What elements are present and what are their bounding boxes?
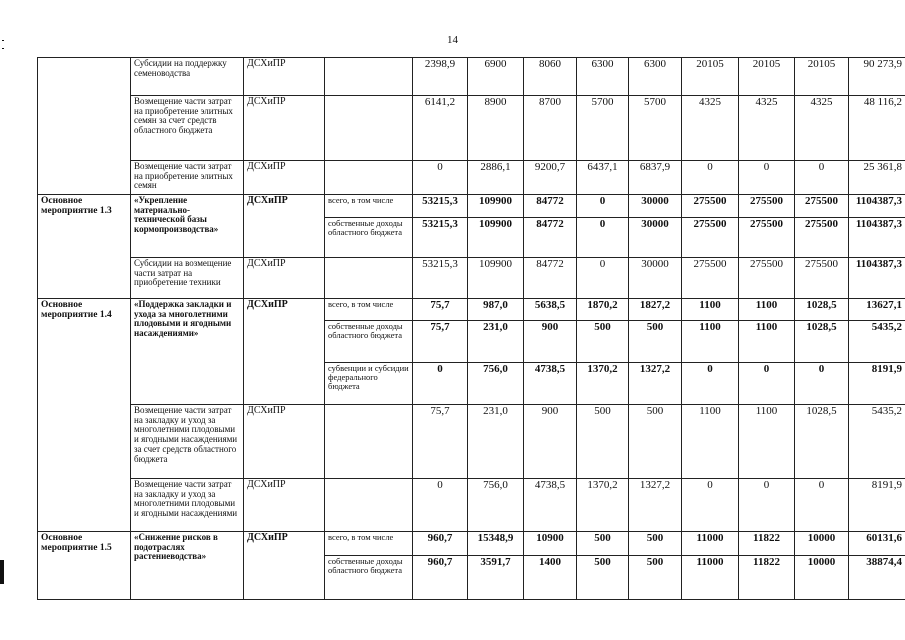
funding-source: собственные доходы областного бюджета [325,321,413,363]
value-cell: 756,0 [468,479,524,532]
total-cell: 25 361,8 [849,161,905,195]
value-cell: 1028,5 [795,321,849,363]
value-cell: 1100 [682,299,739,321]
total-cell: 5435,2 [849,321,905,363]
value-cell: 20105 [739,58,795,96]
value-cell: 84772 [524,258,577,299]
value-cell: 1100 [682,405,739,479]
value-cell: 500 [577,321,629,363]
value-cell: 4738,5 [524,479,577,532]
value-cell: 1370,2 [577,363,629,405]
value-cell: 0 [413,363,468,405]
value-cell: 275500 [682,218,739,258]
funding-source: субвенции и субсидии федерального бюджета [325,363,413,405]
total-cell: 1104387,3 [849,195,905,218]
value-cell: 500 [629,532,682,556]
total-cell: 90 273,9 [849,58,905,96]
value-cell: 0 [577,195,629,218]
value-cell: 109900 [468,218,524,258]
value-cell: 75,7 [413,321,468,363]
value-cell: 1827,2 [629,299,682,321]
value-cell: 1028,5 [795,405,849,479]
value-cell: 275500 [795,195,849,218]
value-cell: 900 [524,321,577,363]
value-cell: 1028,5 [795,299,849,321]
value-cell: 0 [413,161,468,195]
value-cell: 109900 [468,258,524,299]
activity-name: Субсидии на поддержку семеноводства [131,58,244,96]
value-cell: 0 [795,479,849,532]
table-row [38,161,905,195]
total-cell: 8191,9 [849,479,905,532]
executor-cell: ДСХиПР [244,258,325,299]
value-cell: 0 [739,363,795,405]
funding-source [325,96,413,161]
value-cell: 1100 [739,299,795,321]
value-cell: 960,7 [413,532,468,556]
value-cell: 5638,5 [524,299,577,321]
value-cell: 900 [524,405,577,479]
binding-mark [0,560,4,584]
value-cell: 1870,2 [577,299,629,321]
value-cell: 1100 [739,405,795,479]
executor-cell: ДСХиПР [244,479,325,532]
value-cell: 231,0 [468,405,524,479]
value-cell: 275500 [795,258,849,299]
value-cell: 15348,9 [468,532,524,556]
table-row [38,258,905,299]
value-cell: 0 [682,479,739,532]
funding-source: всего, в том числе [325,299,413,321]
activity-name: Субсидии на возмещение части затрат на приобретение техники [131,258,244,299]
executor-cell: ДСХиПР [244,96,325,161]
executor-cell: ДСХиПР [244,299,325,405]
activity-name: Возмещение части затрат на закладку и уход за многолетними плодовыми и ягодными насаждениями за счет средств областного бюджета [131,405,244,479]
value-cell: 275500 [739,195,795,218]
table-row [38,195,905,218]
value-cell: 4325 [795,96,849,161]
value-cell: 1100 [682,321,739,363]
value-cell: 4325 [739,96,795,161]
value-cell: 756,0 [468,363,524,405]
value-cell: 10000 [795,556,849,600]
funding-source: всего, в том числе [325,195,413,218]
funding-source: собственные доходы областного бюджета [325,556,413,600]
value-cell: 5700 [629,96,682,161]
value-cell: 960,7 [413,556,468,600]
activity-name: «Укрепление материально-технической базы кормопроизводства» [131,195,244,258]
value-cell: 75,7 [413,299,468,321]
table-row [38,96,905,161]
total-cell: 60131,6 [849,532,905,556]
value-cell: 11822 [739,532,795,556]
main-measure-title: Основное мероприятие 1.3 [38,195,131,299]
value-cell: 0 [795,161,849,195]
value-cell: 10000 [795,532,849,556]
value-cell: 11822 [739,556,795,600]
activity-name: «Поддержка закладки и ухода за многолетними плодовыми и ягодными насаждениями» [131,299,244,405]
value-cell: 0 [577,258,629,299]
value-cell: 0 [413,479,468,532]
value-cell: 75,7 [413,405,468,479]
value-cell: 500 [629,556,682,600]
value-cell: 11000 [682,556,739,600]
value-cell: 500 [577,556,629,600]
activity-name: Возмещение части затрат на закладку и уход за многолетними плодовыми и ягодными насаждениями [131,479,244,532]
table-row [38,299,905,321]
value-cell: 500 [629,405,682,479]
value-cell: 1100 [739,321,795,363]
executor-cell: ДСХиПР [244,58,325,96]
table-row [38,532,905,556]
funding-source [325,58,413,96]
value-cell: 6141,2 [413,96,468,161]
binding-mark [2,40,4,41]
activity-name: Возмещение части затрат на приобретение элитных семян [131,161,244,195]
value-cell: 6300 [577,58,629,96]
value-cell: 84772 [524,218,577,258]
value-cell: 0 [682,363,739,405]
value-cell: 275500 [682,195,739,218]
measure-cell [38,58,131,195]
value-cell: 4738,5 [524,363,577,405]
value-cell: 1400 [524,556,577,600]
value-cell: 2886,1 [468,161,524,195]
activity-name: Возмещение части затрат на приобретение элитных семян за счет средств областного бюджета [131,96,244,161]
value-cell: 0 [739,161,795,195]
total-cell: 13627,1 [849,299,905,321]
value-cell: 53215,3 [413,218,468,258]
value-cell: 30000 [629,218,682,258]
value-cell: 275500 [739,218,795,258]
executor-cell: ДСХиПР [244,405,325,479]
table-row [38,58,905,96]
value-cell: 275500 [682,258,739,299]
total-cell: 1104387,3 [849,258,905,299]
value-cell: 500 [577,532,629,556]
value-cell: 275500 [739,258,795,299]
budget-table [37,57,905,600]
value-cell: 84772 [524,195,577,218]
value-cell: 0 [577,218,629,258]
value-cell: 10900 [524,532,577,556]
value-cell: 1327,2 [629,363,682,405]
value-cell: 0 [682,161,739,195]
executor-cell: ДСХиПР [244,161,325,195]
value-cell: 30000 [629,195,682,218]
value-cell: 500 [577,405,629,479]
total-cell: 8191,9 [849,363,905,405]
value-cell: 20105 [795,58,849,96]
value-cell: 4325 [682,96,739,161]
value-cell: 53215,3 [413,195,468,218]
value-cell: 5700 [577,96,629,161]
value-cell: 2398,9 [413,58,468,96]
total-cell: 1104387,3 [849,218,905,258]
value-cell: 0 [795,363,849,405]
total-cell: 38874,4 [849,556,905,600]
value-cell: 8900 [468,96,524,161]
value-cell: 20105 [682,58,739,96]
funding-source [325,405,413,479]
value-cell: 9200,7 [524,161,577,195]
main-measure-title: Основное мероприятие 1.4 [38,299,131,532]
value-cell: 1370,2 [577,479,629,532]
value-cell: 3591,7 [468,556,524,600]
table-row [38,479,905,532]
value-cell: 30000 [629,258,682,299]
total-cell: 5435,2 [849,405,905,479]
activity-name: «Снижение рисков в подотраслях растениеводства» [131,532,244,600]
value-cell: 11000 [682,532,739,556]
value-cell: 1327,2 [629,479,682,532]
funding-source: всего, в том числе [325,532,413,556]
table-row [38,405,905,479]
funding-source: собственные доходы областного бюджета [325,218,413,258]
value-cell: 6900 [468,58,524,96]
funding-source [325,161,413,195]
page-number: 14 [447,34,458,46]
value-cell: 231,0 [468,321,524,363]
value-cell: 275500 [795,218,849,258]
value-cell: 6437,1 [577,161,629,195]
executor-cell: ДСХиПР [244,532,325,600]
executor-cell: ДСХиПР [244,195,325,258]
total-cell: 48 116,2 [849,96,905,161]
value-cell: 8700 [524,96,577,161]
value-cell: 0 [739,479,795,532]
funding-source [325,479,413,532]
value-cell: 500 [629,321,682,363]
main-measure-title: Основное мероприятие 1.5 [38,532,131,600]
value-cell: 53215,3 [413,258,468,299]
funding-source [325,258,413,299]
value-cell: 6837,9 [629,161,682,195]
value-cell: 6300 [629,58,682,96]
binding-mark [2,48,4,49]
value-cell: 8060 [524,58,577,96]
value-cell: 109900 [468,195,524,218]
value-cell: 987,0 [468,299,524,321]
